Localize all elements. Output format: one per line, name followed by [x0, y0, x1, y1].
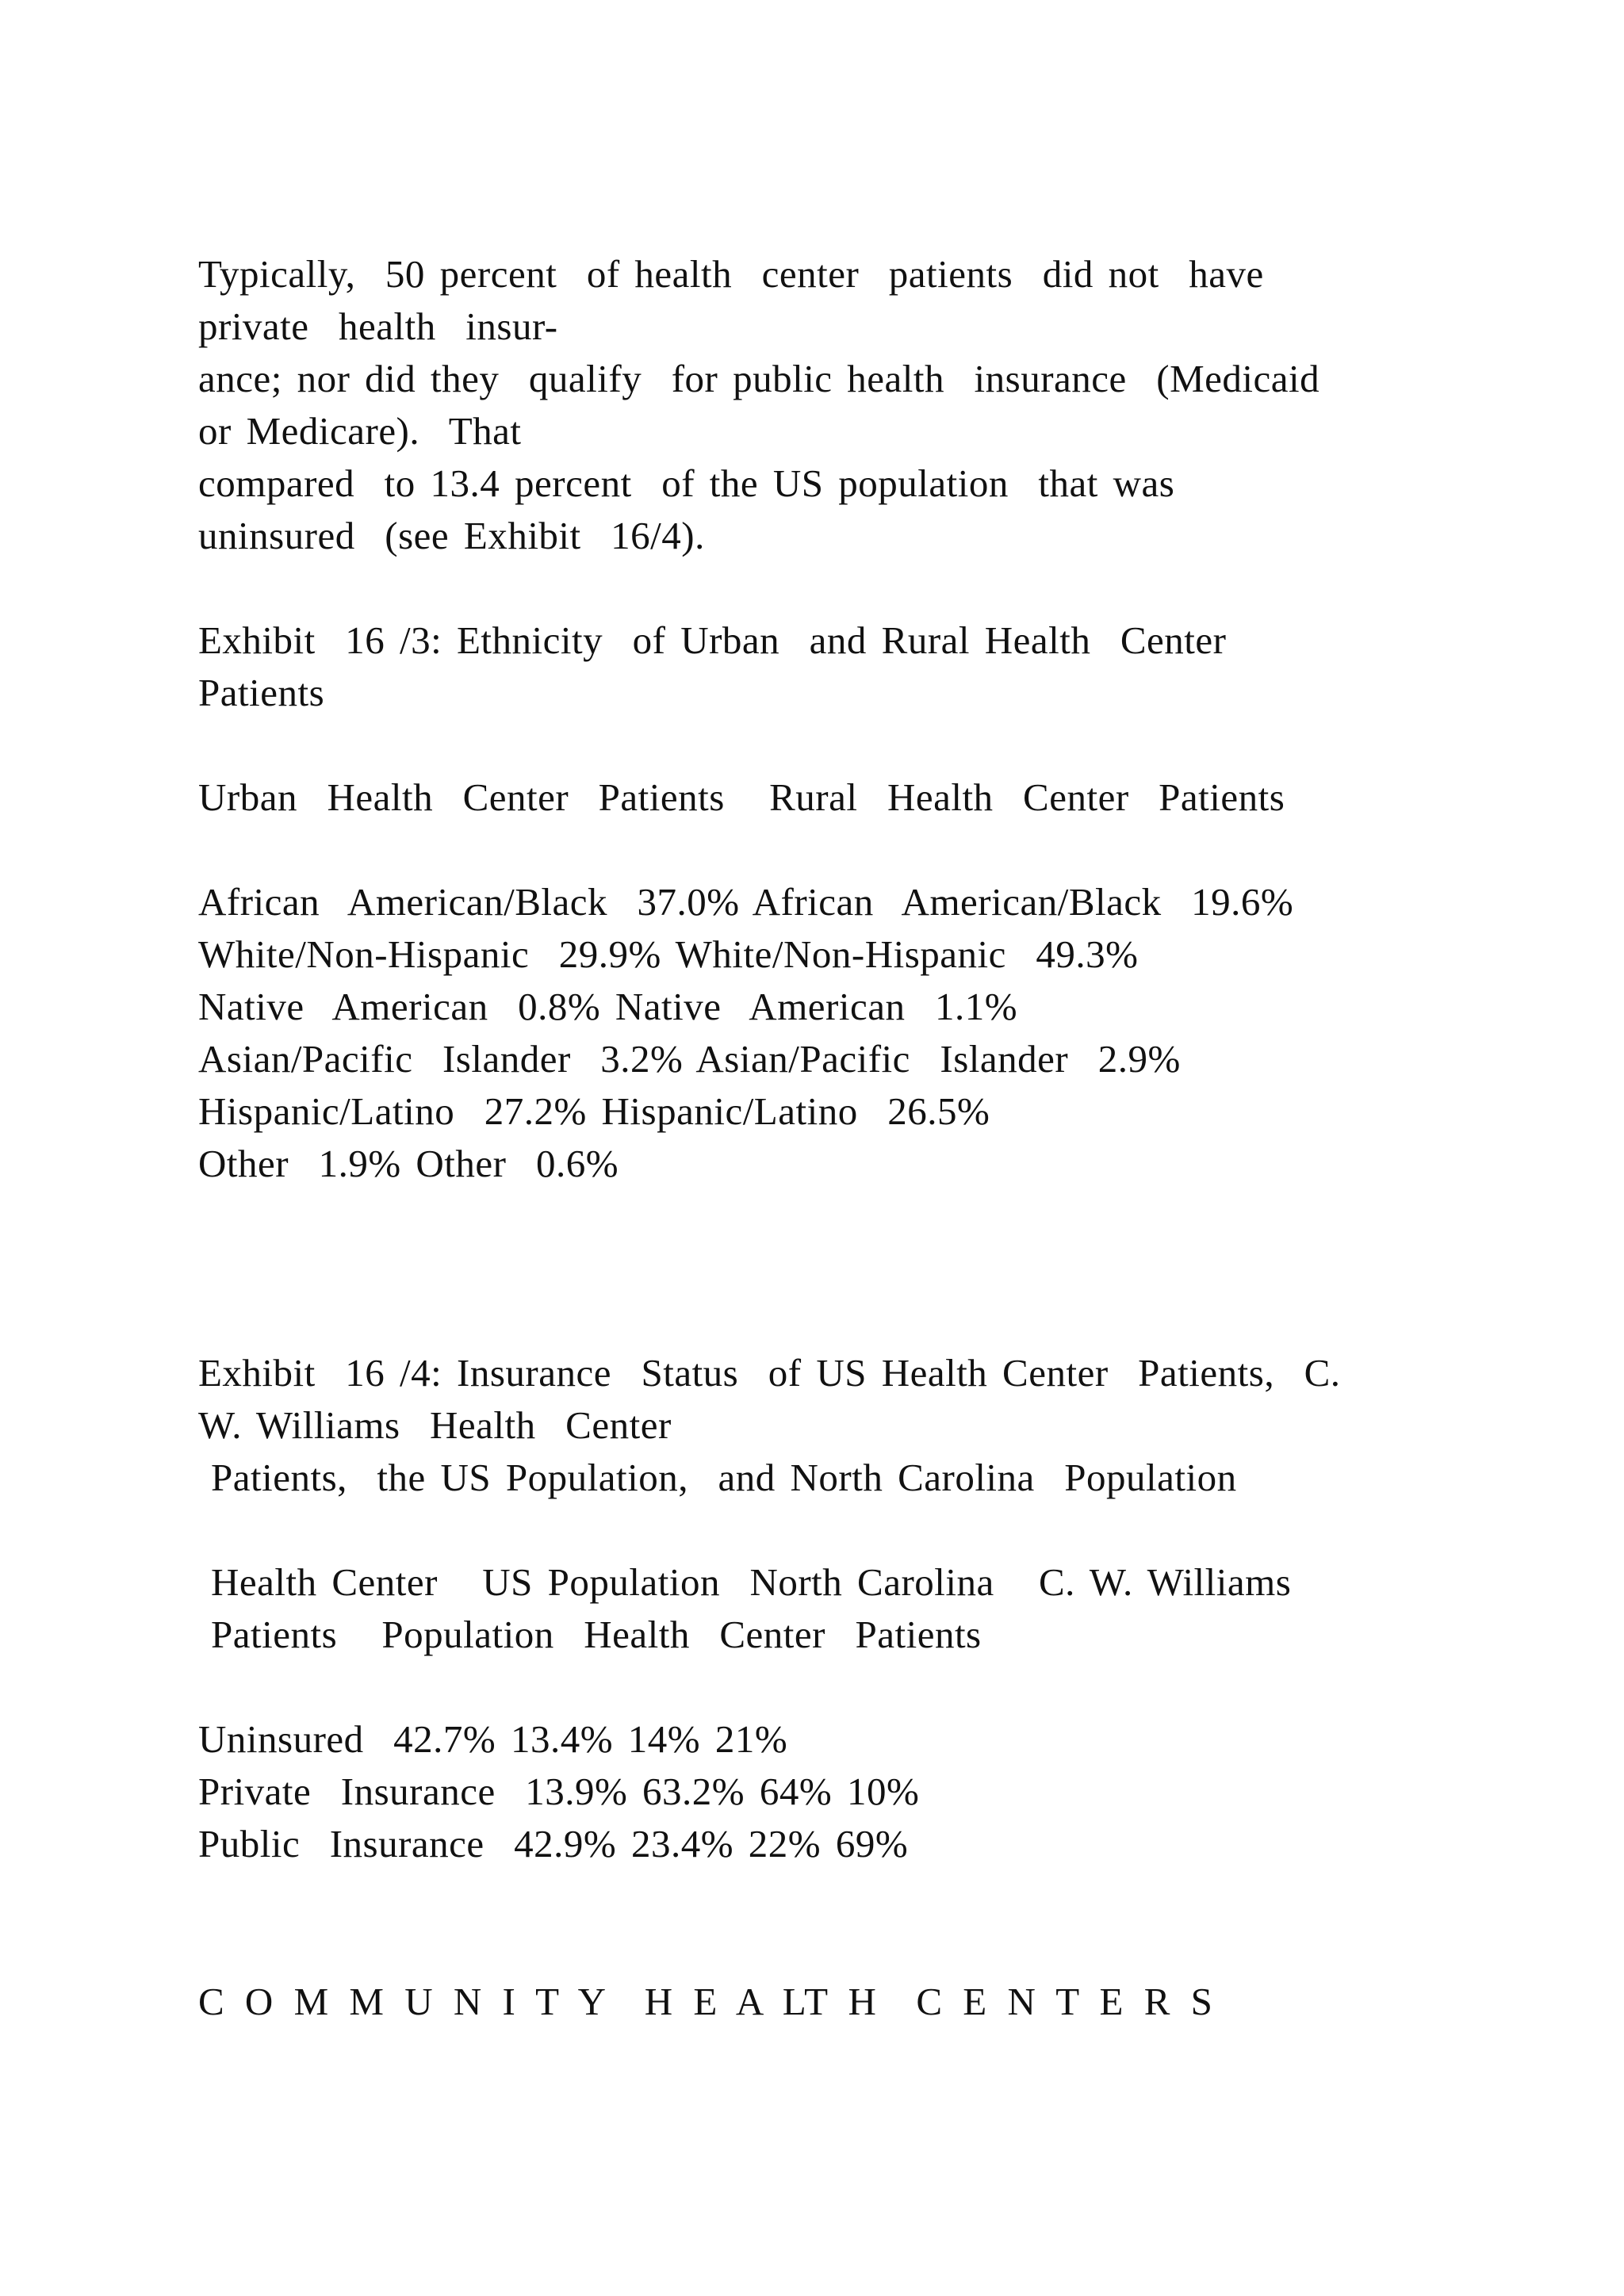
intro-line-6: uninsured (see Exhibit 16/4).	[198, 514, 705, 557]
exhibit3-title-line-2: Patients	[198, 671, 325, 714]
running-head: C O M M U N I T Y H E A LT H C E N T E R S	[198, 1980, 1214, 2023]
exhibit3-row: Hispanic/Latino 27.2% Hispanic/Latino 26.5%	[198, 1089, 990, 1133]
exhibit3-row: Other 1.9% Other 0.6%	[198, 1142, 619, 1185]
exhibit4-title-line-1: Exhibit 16 /4: Insurance Status of US Health Center Patients, C.	[198, 1351, 1341, 1395]
exhibit4-row: Private Insurance 13.9% 63.2% 64% 10%	[198, 1770, 920, 1813]
exhibit3-row: White/Non-Hispanic 29.9% White/Non-Hispanic 49.3%	[198, 932, 1139, 976]
exhibit4-row: Public Insurance 42.9% 23.4% 22% 69%	[198, 1822, 909, 1866]
intro-line-3: ance; nor did they qualify for public health insurance (Medicaid	[198, 357, 1320, 400]
exhibit4-title-line-2: W. Williams Health Center	[198, 1403, 672, 1447]
exhibit4-title-line-3: Patients, the US Population, and North Carolina Population	[211, 1456, 1237, 1499]
exhibit3-title-line-1: Exhibit 16 /3: Ethnicity of Urban and Rural Health Center	[198, 618, 1227, 662]
intro-line-4: or Medicare). That	[198, 409, 522, 453]
exhibit3-header: Urban Health Center Patients Rural Health Center Patients	[198, 775, 1285, 819]
exhibit3-row: Asian/Pacific Islander 3.2% Asian/Pacific Islander 2.9%	[198, 1037, 1181, 1081]
exhibit4-row: Uninsured 42.7% 13.4% 14% 21%	[198, 1717, 788, 1761]
intro-line-5: compared to 13.4 percent of the US population that was	[198, 461, 1175, 505]
intro-line-2: private health insur-	[198, 304, 558, 348]
exhibit4-header-line-1: Health Center US Population North Carolina C. W. Williams	[211, 1560, 1292, 1604]
exhibit3-row: Native American 0.8% Native American 1.1%	[198, 985, 1018, 1028]
intro-line-1: Typically, 50 percent of health center patients did not have	[198, 252, 1264, 296]
exhibit3-row: African American/Black 37.0% African American/Black 19.6%	[198, 880, 1294, 924]
exhibit4-header-line-2: Patients Population Health Center Patients	[211, 1613, 982, 1656]
